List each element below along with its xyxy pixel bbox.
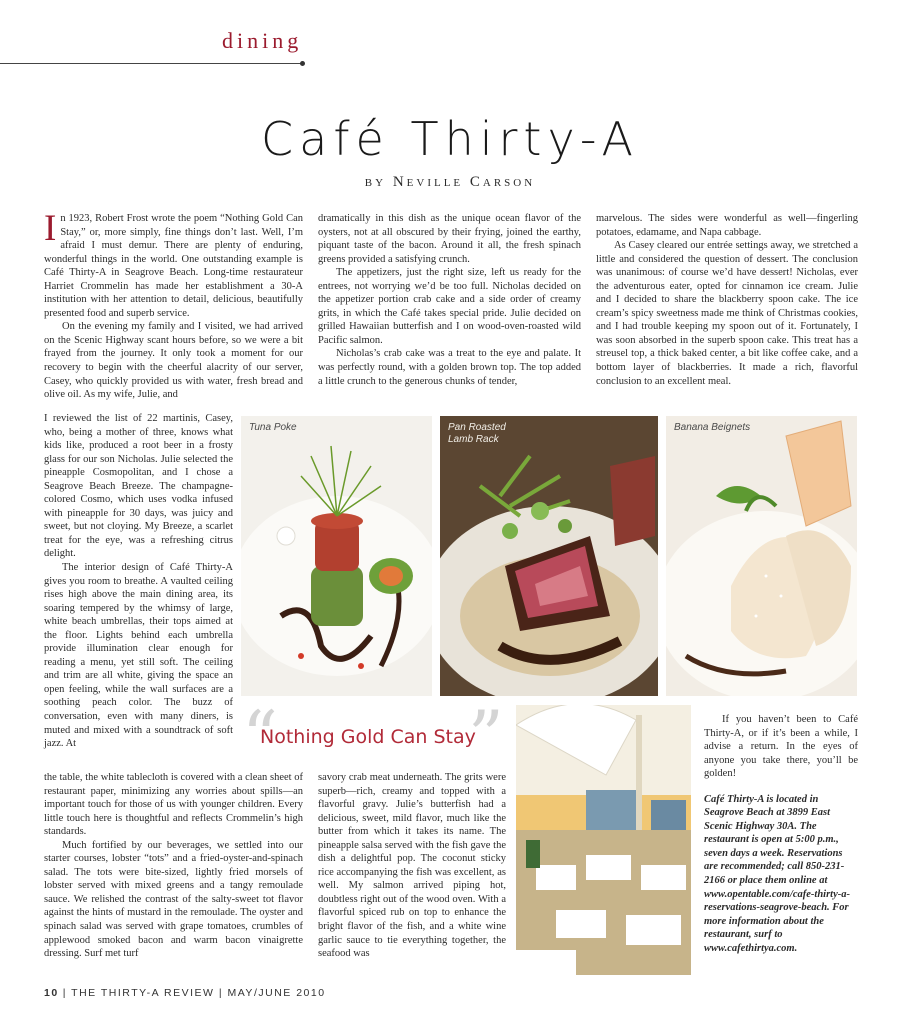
banana-beignets-image [666,416,857,696]
pull-quote-text: Nothing Gold Can Stay [260,726,476,748]
drop-cap: I [44,208,57,249]
paragraph: dramatically in this dish as the unique ocean flavor of the oysters, not at all obscured by their frying, joined the earthy, piquant taste of the bacon. Around it all, the fresh spinach greens provided a satisfying crunch. [318,213,581,265]
paragraph: savory crab meat underneath. The grits were superb—rich, creamy and topped with a flavorful gravy. Julie’s butterfish had a delicious, sweet, mild flavor, much like the butter from which it takes its name. The pineapple salsa served with the fish gave the dish a delightful pop. The coconut sticky rice accompanying the fish was excellent, as well. My salmon arrived piping hot, doubtless right out of the wood oven. With a flavorful spiced rub on top to enhance the bright flavor of the fish, and a white wine garlic sauce to tie everything together, the seafood was [318,772,506,960]
column-3-top [596,212,858,388]
column-1-bottom [44,771,303,961]
pull-quote [242,696,504,778]
section-rule-dot [300,61,305,66]
column-1-top [44,208,303,402]
paragraph: marvelous. The sides were wonderful as well—fingerling potatoes, edamame, and Napa cabbage. [596,213,858,238]
page-footer [44,987,326,999]
column-3-bottom [704,713,858,955]
lamb-rack-image [440,416,658,696]
paragraph: In 1923, Robert Frost wrote the poem “Nothing Gold Can Stay,” or, more simply, fine things don’t last. Well, I’m afraid I must demur. There are plenty of enduring, wonderful things in the world. One outstanding example is Café Thirty-A in Seagrove Beach. Long-time restaurateur Harriet Crommelin has made her establishment a 30-A institution with her attention to detail, delicious, beautifully presented food and superb service. [44,208,303,319]
tuna-poke-image [241,416,432,696]
photo-caption: Tuna Poke [249,422,297,433]
paragraph: Much fortified by our beverages, we settled into our starter courses, lobster “tots” and a fried-oyster-and-spinach salad. The tots were bite-sized, lightly fried morsels of lobster served with mixed greens and a tangy remoulade sauce. We relished the contrast of the salty-sweet tot flavor against the hints of mustard in the remoulade. The oyster and spinach salad was served with grape tomatoes, crumbles of applewood smoked bacon and warm bacon vinaigrette dressing. Surf met turf [44,839,303,960]
paragraph: Nicholas’s crab cake was a treat to the eye and palate. It was perfectly round, with a golden brown top. The top added a little crunch to the generous chunks of tender, [318,348,581,387]
paragraph: The interior design of Café Thirty-A gives you room to breathe. A vaulted ceiling rises high above the main dining area, its soaring tempered by the whimsy of large, white beach umbrellas, their tops aimed at the floor. Lights behind each umbrella provide illumination clear enough for reading a menu, yet still soft. The ceiling and trim are all white, giving the space an open feeling, while the wall surfaces are a soothing peach color. The buzz of conversation, even with many diners, is muted and mixed with a soundtrack of soft jazz. At [44,562,233,750]
section-label: dining [222,28,303,53]
photo-tuna-poke [241,416,432,696]
restaurant-info: Café Thirty-A is located in Seagrove Beach at 3899 East Scenic Highway 30A. The restaurant is open at 5:00 p.m., seven days a week. Reservations are recommended; call 850-231-2166 or place them online at www.opentable.com/cafe-thirty-a-reservations-seagrove-beach. For more information about the restaurant, surf to www.cafethirtya.com. [704,793,851,954]
section-rule [0,63,303,64]
page-number: 10 [44,987,59,999]
publication-info: THE THIRTY-A REVIEW | MAY/JUNE 2010 [71,987,326,999]
article-byline: by Neville Carson [364,174,536,190]
paragraph: the table, the white tablecloth is covered with a clean sheet of restaurant paper, minimizing any worries about spills—an important touch for those of us with younger children. Every little touch here is thoughtful and reflects Crommelin’s high standards. [44,772,303,838]
article-title: Café Thirty-A [261,112,639,166]
footer-sep: | [62,987,72,999]
photo-banana-beignets [666,416,857,696]
column-2-top [318,212,581,388]
paragraph: As Casey cleared our entrée settings away, we stretched a little and considered the question of dessert. The conclusion was unanimous: of course we’d have dessert! Nicholas, ever the adventurous eater, opted for cinnamon ice cream. Julie and I decided to share the blackberry spoon cake. The ice cream’s spicy sweetness made me think of Christmas cookies, and I had trouble keeping my spoon out of it. Fortunately, I was soon absorbed in the superb spoon cake. This treat has a streusel top, a thick baked center, a bit like coffee cake, and a bottom layer of blackberries. It made a rich, flavorful conclusion to an excellent meal. [596,240,858,387]
column-2-bottom [318,771,506,961]
paragraph: I reviewed the list of 22 martinis, Casey, who, being a mother of three, knows what kids like, produced a root beer in a frosty glass for our son Nicholas. Julie selected the pineapple Cosmopolitan, and I chose a Seagrove Beach Breeze. The champagne-colored Cosmo, which uses vodka infused with pineapple for 30 days, was juicy and sweet, but not cloying. My Breeze, a scarlet treat for the eye, was a refreshing citrus delight. [44,413,233,560]
open-quote-mark-icon: “ [242,696,278,778]
photo-caption: Banana Beignets [674,422,751,433]
photo-lamb-rack [440,416,658,696]
photo-dining-room [516,705,691,975]
paragraph: If you haven’t been to Café Thirty-A, or if it’s been a while, I advise a return. In the eyes of anyone you take there, you’ll be golden! [704,714,858,780]
photo-caption: Pan Roasted Lamb Rack [448,422,506,445]
close-quote-mark-icon: ” [468,696,504,778]
column-1-narrow [44,412,233,751]
paragraph: The appetizers, just the right size, left us ready for the entrees, not worrying we’d be too full. Nicholas decided on the appetizer portion crab cake and a side order of creamy grits, in which the Café takes special pride. Julie decided on grilled Hawaiian butterfish and I on wood-oven-roasted wild Pacific salmon. [318,267,581,346]
paragraph: On the evening my family and I visited, we had arrived on the Scenic Highway scant hours before, so we were a bit frayed from the journey. It only took a moment for our recovery to begin with the cheerful alacrity of our server, Casey, who quickly provided us with water, fresh bread and olive oil. As my wife, Julie, and [44,321,303,401]
dining-room-image [516,705,691,975]
